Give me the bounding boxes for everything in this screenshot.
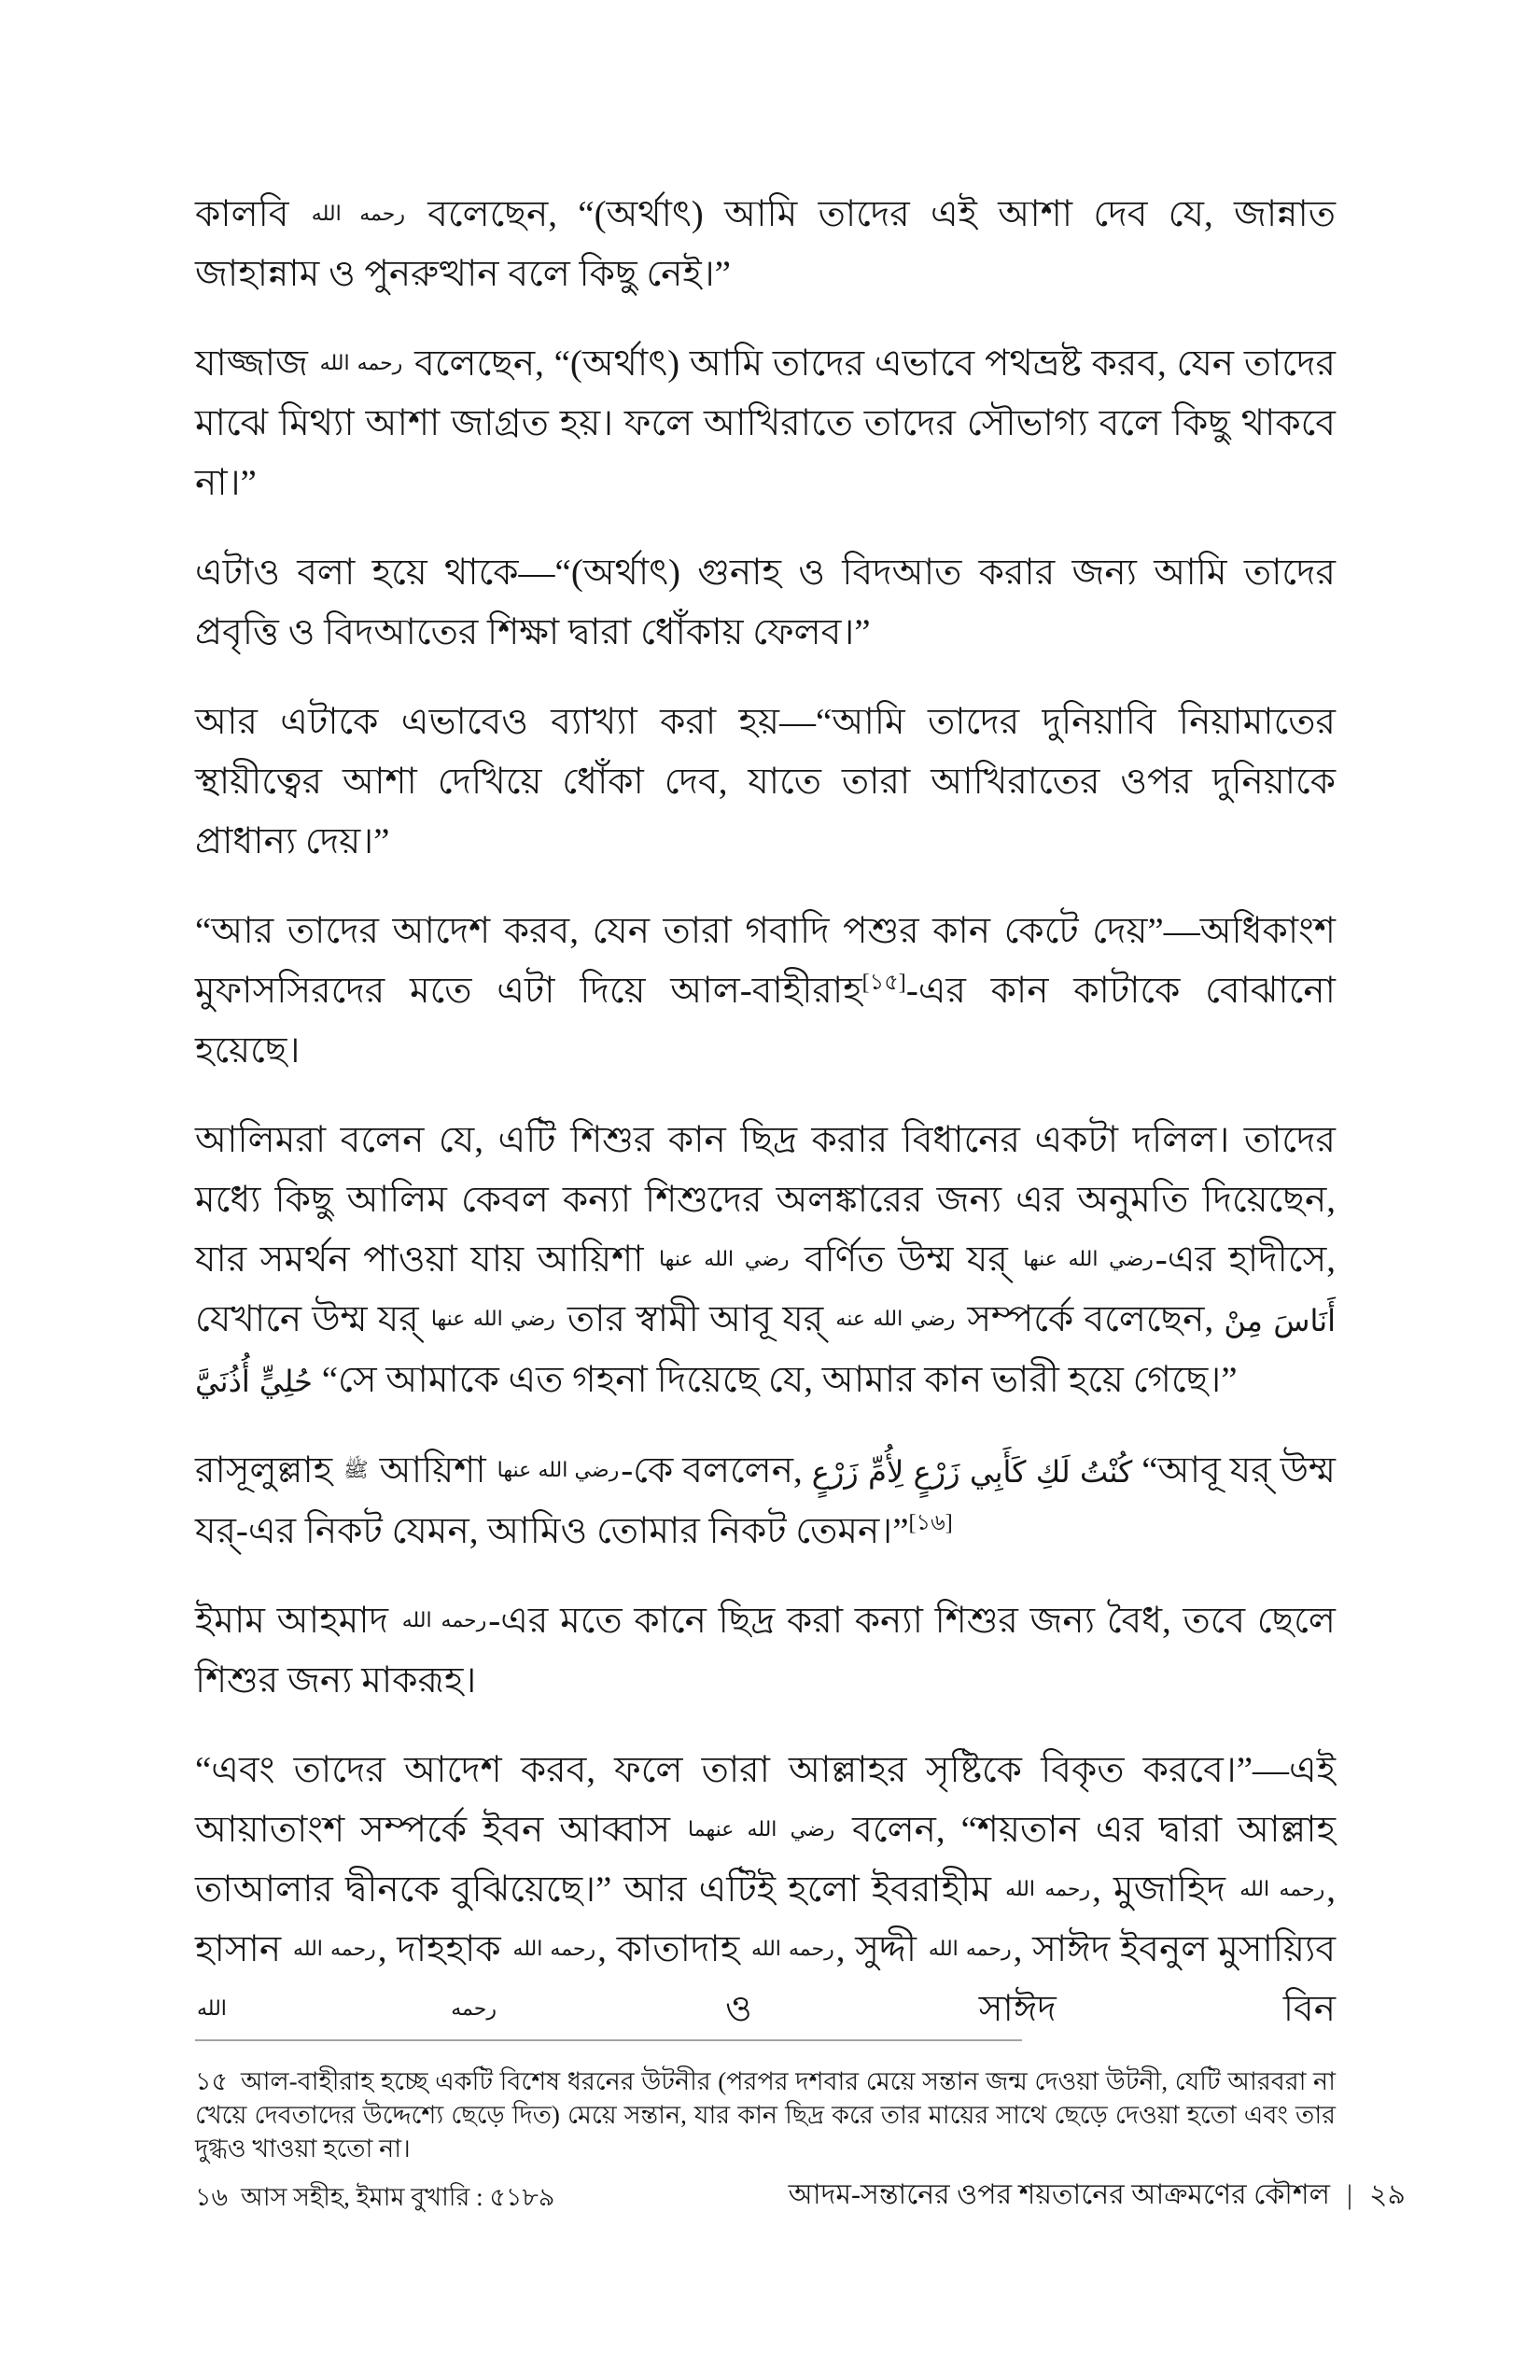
honorific-glyph: رضي الله عنهما: [688, 1818, 835, 1841]
footnote-ref: [১৬]: [908, 1511, 953, 1535]
honorific-glyph: رحمه الله: [1005, 1878, 1091, 1901]
paragraph-text: কালবি: [195, 194, 310, 234]
paragraph: [195, 543, 1336, 663]
honorific-glyph: رحمه الله: [751, 1938, 834, 1961]
footnote-text: আস সহীহ, ইমাম বুখারি : ৫১৮৯: [241, 2183, 555, 2211]
paragraph-text: বলেছেন, “(অর্থাৎ) আমি তাদের এভাবে পথভ্রষ্ট করব, যেন তাদের মাঝে মিথ্যা আশা জাগ্রত হয়। ফলে আখিরাতে তাদের সৌভাগ্য বলে কিছু থাকবে না।”: [195, 343, 1337, 503]
footnote-divider: [195, 2039, 1022, 2041]
paragraph: [195, 902, 1336, 1081]
paragraph-text: “এবং তাদের আদেশ করব, ফলে তারা আল্লাহর সৃষ্টিকে বিকৃত করবে।”—এই আয়াতাংশ সম্পর্কে ইবন আব্বাস: [195, 1750, 1336, 1850]
paragraph-text: -এর মতে কানে ছিদ্র করা কন্যা শিশুর জন্য বৈধ, তবে ছেলে শিশুর জন্য মাকরূহ।: [195, 1601, 1336, 1701]
paragraph-text: “আবূ যর্ উম্ম যর্-এর নিকট যেমন, আমিও তোমার নিকট তেমন।”: [195, 1450, 1337, 1551]
honorific-glyph: رحمه الله: [319, 352, 403, 375]
paragraph-text: -এর কান কাটাকে বোঝানো হয়েছে।: [195, 971, 1336, 1071]
honorific-glyph: رحمه الله: [1239, 1878, 1325, 1901]
paragraph-text: ও সাঈদ বিন: [497, 1989, 1336, 2029]
paragraph-text: , মুজাহিদ: [1092, 1869, 1239, 1910]
paragraph-text: আর এটাকে এভাবেও ব্যাখ্যা করা হয়—“আমি তাদের দুনিয়াবি নিয়ামাতের স্থায়ীত্বের আশা দেখিয়ে ধোঁকা দেব, যাতে তারা আখিরাতের ওপর দুনিয়াকে প্রাধান্য দেয়।”: [195, 702, 1336, 861]
footnote-text: আল-বাহীরাহ হচ্ছে একটি বিশেষ ধরনের উটনীর (পরপর দশবার মেয়ে সন্তান জন্ম দেওয়া উটনী, যেটি আরবরা না খেয়ে দেবতাদের উদ্দেশ্যে ছেড়ে দিত) মেয়ে সন্তান, যার কান ছিদ্র করে তার মায়ের সাথে ছেড়ে দেওয়া হতো এবং তার দুগ্ধও খাওয়া হতো না।: [195, 2067, 1336, 2163]
paragraph: [195, 1741, 1336, 2039]
honorific-glyph: رضي الله عنها: [658, 1248, 790, 1271]
paragraph-text: তার স্বামী আবূ যর্: [556, 1299, 834, 1339]
paragraph: [195, 185, 1336, 304]
paragraph-text: “সে আমাকে এত গহনা দিয়েছে যে, আমার কান ভারী হয়ে গেছে।”: [312, 1360, 1238, 1400]
paragraph: [195, 334, 1336, 513]
footnote-ref: [১৫]: [861, 971, 906, 995]
arabic-quote: أَنَاسَ مِنْ حُلِيٍّ أُذُنَيَّ: [195, 1303, 1337, 1399]
main-text: [195, 185, 1336, 2039]
paragraph-text: , দাহহাক: [377, 1929, 511, 1969]
honorific-glyph: رضي الله عنها: [1023, 1248, 1154, 1271]
footnote-number: ১৬: [195, 2183, 229, 2211]
paragraph-text: আলিমরা বলেন যে, এটি শিশুর কান ছিদ্র করার বিধানের একটা দলিল। তাদের মধ্যে কিছু আলিম কেবল কন্যা শিশুদের অলঙ্কারের জন্য এর অনুমতি দিয়েছেন, যার সমর্থন পাওয়া যায় আয়িশা: [195, 1120, 1336, 1280]
honorific-glyph: ﷺ: [343, 1459, 369, 1482]
paragraph-text: সম্পর্কে বলেছেন,: [957, 1299, 1225, 1339]
paragraph-text: , কাতাদাহ: [597, 1929, 750, 1969]
paragraph-text: এটাও বলা হয়ে থাকে—“(অর্থাৎ) গুনাহ ও বিদআত করার জন্য আমি তাদের প্রবৃত্তি ও বিদআতের শিক্ষা দ্বারা ধোঁকায় ফেলব।”: [195, 553, 1336, 652]
honorific-glyph: رضي الله عنه: [835, 1308, 956, 1331]
paragraph-text: আয়িশা: [370, 1450, 496, 1491]
honorific-glyph: رحمه الله: [512, 1938, 596, 1961]
paragraph: [195, 1591, 1336, 1711]
paragraph-text: , হাসান: [195, 1869, 1337, 1969]
honorific-glyph: رضي الله عنها: [430, 1308, 555, 1331]
paragraph-text: , সাঈদ ইবনুল মুসায়্যিব: [1013, 1929, 1337, 1969]
paragraph: [195, 693, 1336, 872]
paragraph-text: ইমাম আহমাদ: [195, 1601, 400, 1641]
paragraph-text: বর্ণিত উম্ম যর্: [791, 1239, 1022, 1280]
paragraph-text: -কে বললেন,: [621, 1450, 812, 1491]
arabic-quote: كُنْتُ لَكِ كَأَبِي زَرْعٍ لِأُمِّ زَرْعٍ: [811, 1454, 1133, 1490]
paragraph-text: যাজ্জাজ: [195, 343, 318, 384]
honorific-glyph: رحمه الله: [292, 1938, 376, 1961]
paragraph-text: বলেন, “শয়তান এর দ্বারা আল্লাহ তাআলার দ্বীনকে বুঝিয়েছে।” আর এটিই হলো ইবরাহীম: [195, 1810, 1337, 1910]
paragraph-text: রাসূলুল্লাহ: [195, 1450, 343, 1491]
footer-separator: |: [1347, 2179, 1353, 2210]
paragraph: [195, 1111, 1336, 1411]
page-number: ২৯: [1369, 2179, 1406, 2210]
page-footer: [789, 2175, 1406, 2216]
honorific-glyph: رحمه الله: [311, 203, 405, 226]
paragraph-text: , সুদ্দী: [835, 1929, 927, 1969]
honorific-glyph: رحمه الله: [401, 1609, 487, 1632]
running-title: আদম-সন্তানের ওপর শয়তানের আক্রমণের কৌশল: [788, 2179, 1330, 2210]
honorific-glyph: رحمه الله: [197, 1997, 497, 2021]
honorific-glyph: رحمه الله: [928, 1938, 1012, 1961]
honorific-glyph: رضي الله عنها: [497, 1459, 620, 1482]
footnote-number: ১৫: [195, 2067, 229, 2095]
paragraph-text: বলেছেন, “(অর্থাৎ) আমি তাদের এই আশা দেব যে, জান্নাত জাহান্নাম ও পুনরুত্থান বলে কিছু নেই।”: [195, 194, 1337, 294]
footnote: [195, 2065, 1336, 2165]
paragraph: [195, 1441, 1336, 1561]
paragraph-text: -এর হাদীসে, যেখানে উম্ম যর্: [195, 1239, 1336, 1339]
paragraph-text: “আর তাদের আদেশ করব, যেন তারা গবাদি পশুর কান কেটে দেয়”—অধিকাংশ মুফাসসিরদের মতে এটা দিয়ে আল-বাহীরাহ: [195, 911, 1336, 1011]
